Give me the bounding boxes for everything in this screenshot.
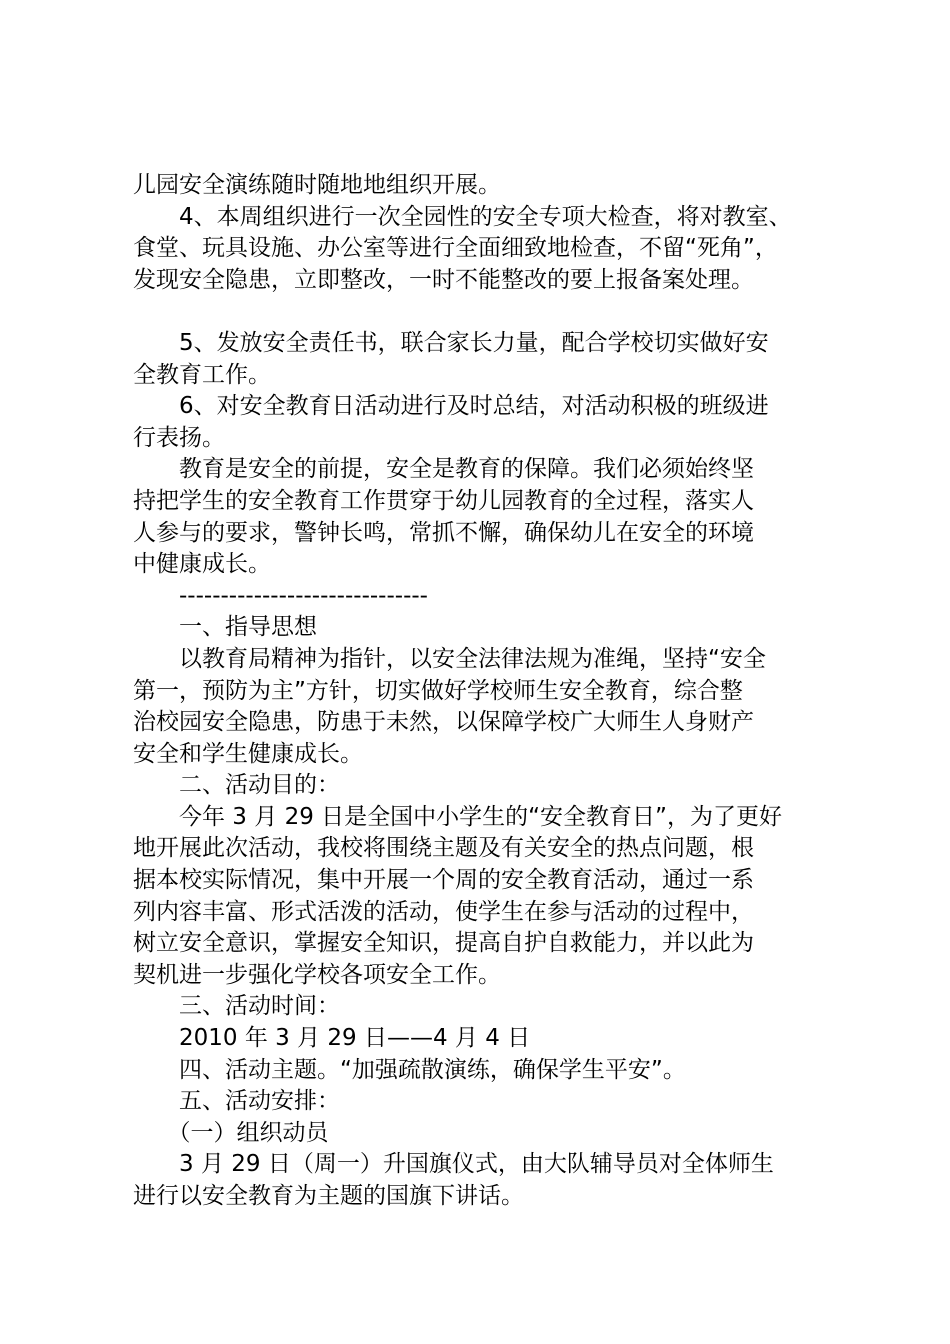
separator-line: ------------------------------ bbox=[133, 582, 428, 609]
paragraph-line: 以教育局精神为指针，以安全法律法规为准绳，坚持“安全 bbox=[133, 645, 766, 672]
paragraph-line: 安全和学生健康成长。 bbox=[133, 740, 363, 767]
paragraph-line: 进行以安全教育为主题的国旗下讲话。 bbox=[133, 1183, 524, 1209]
document-body bbox=[133, 170, 833, 1213]
section-heading: 二、活动目的： bbox=[133, 772, 340, 799]
section-heading: 五、活动安排： bbox=[133, 1088, 340, 1115]
paragraph-line: 今年 3 月 29 日是全国中小学生的“安全教育日”，为了更好 bbox=[133, 803, 782, 830]
paragraph-line: 治校园安全隐患，防患于未然，以保障学校广大师生人身财产 bbox=[133, 709, 754, 736]
section-heading: 三、活动时间： bbox=[133, 993, 340, 1020]
paragraph-line: 儿园安全演练随时随地地组织开展。 bbox=[133, 172, 501, 198]
paragraph-line: 教育是安全的前提，安全是教育的保障。我们必须始终坚 bbox=[133, 456, 754, 483]
paragraph-line: 列内容丰富、形式活泼的活动，使学生在参与活动的过程中， bbox=[133, 898, 754, 925]
paragraph-line: 行表扬。 bbox=[133, 424, 225, 451]
paragraph-line: 2010 年 3 月 29 日——4 月 4 日 bbox=[133, 1025, 531, 1052]
paragraph-line: 持把学生的安全教育工作贯穿于幼儿园教育的全过程，落实人 bbox=[133, 487, 754, 514]
section-heading: 一、指导思想 bbox=[133, 614, 317, 641]
subsection-heading: （一）组织动员 bbox=[133, 1119, 329, 1146]
paragraph-line: 3 月 29 日（周一）升国旗仪式，由大队辅导员对全体师生 bbox=[133, 1151, 774, 1178]
paragraph-line: 发现安全隐患，立即整改，一时不能整改的要上报备案处理。 bbox=[133, 266, 754, 293]
paragraph-line: 人参与的要求，警钟长鸣，常抓不懈，确保幼儿在安全的环境 bbox=[133, 519, 754, 546]
paragraph-line: 4、本周组织进行一次全园性的安全专项大检查，将对教室、 bbox=[133, 203, 792, 230]
paragraph-line: 地开展此次活动，我校将围绕主题及有关安全的热点问题，根 bbox=[133, 835, 754, 862]
paragraph-line: 5、发放安全责任书，联合家长力量，配合学校切实做好安 bbox=[133, 329, 769, 356]
paragraph-line: 中健康成长。 bbox=[133, 551, 271, 578]
blank-line bbox=[133, 296, 833, 328]
paragraph-line: 树立安全意识，掌握安全知识，提高自护自救能力，并以此为 bbox=[133, 930, 754, 957]
paragraph-line: 全教育工作。 bbox=[133, 361, 271, 388]
paragraph-line: 契机进一步强化学校各项安全工作。 bbox=[133, 961, 501, 988]
section-heading: 四、活动主题。“加强疏散演练，确保学生平安”。 bbox=[133, 1056, 686, 1083]
paragraph-line: 6、对安全教育日活动进行及时总结，对活动积极的班级进 bbox=[133, 393, 769, 420]
paragraph-line: 据本校实际情况，集中开展一个周的安全教育活动，通过一系 bbox=[133, 867, 754, 894]
paragraph-line: 第一，预防为主”方针，切实做好学校师生安全教育，综合整 bbox=[133, 677, 743, 704]
paragraph-line: 食堂、玩具设施、办公室等进行全面细致地检查，不留“死角”， bbox=[133, 235, 778, 262]
